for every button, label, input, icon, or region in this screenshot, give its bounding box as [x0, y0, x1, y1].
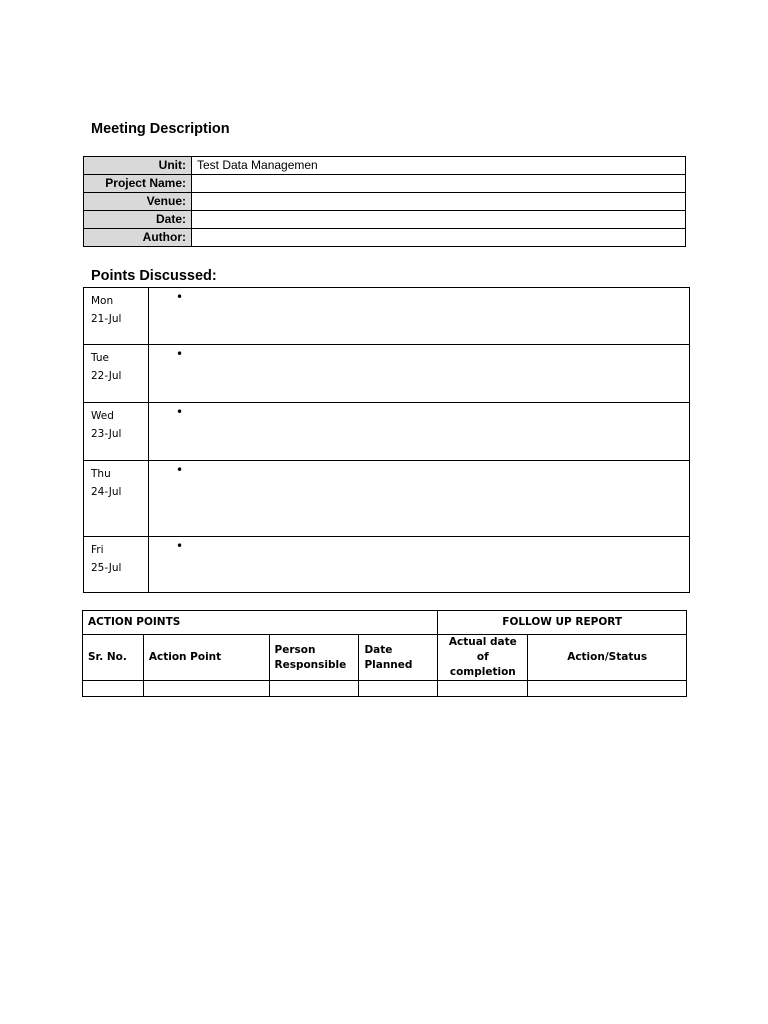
- points-discussed-title: Points Discussed:: [91, 268, 217, 284]
- weekday-label: Wed: [91, 410, 114, 422]
- day-cell: [84, 288, 149, 345]
- notes-cell[interactable]: [149, 461, 690, 537]
- date-value[interactable]: [192, 211, 686, 229]
- bullet-icon: •: [176, 463, 184, 477]
- day-cell: [84, 537, 149, 593]
- notes-cell[interactable]: [149, 403, 690, 461]
- date-label: 21-Jul: [91, 313, 122, 325]
- meeting-row-author: [84, 229, 686, 247]
- table-cell[interactable]: [359, 681, 438, 697]
- table-row: [83, 681, 687, 697]
- unit-value[interactable]: Test Data Managemen: [192, 157, 686, 175]
- action-column-header-row: [83, 635, 687, 681]
- column-header-action-point: Action Point: [143, 635, 269, 681]
- points-row-fri: [84, 537, 690, 593]
- meeting-details-table: [83, 156, 686, 247]
- column-header-sr-no: Sr. No.: [83, 635, 144, 681]
- author-value[interactable]: [192, 229, 686, 247]
- venue-label: Venue:: [84, 193, 192, 211]
- day-cell: [84, 461, 149, 537]
- notes-cell[interactable]: [149, 537, 690, 593]
- meeting-row-date: [84, 211, 686, 229]
- action-points-heading: ACTION POINTS: [83, 611, 438, 635]
- action-points-table: [82, 610, 687, 697]
- date-label: 22-Jul: [91, 370, 122, 382]
- unit-label: Unit:: [84, 157, 192, 175]
- action-section-row: [83, 611, 687, 635]
- meeting-row-unit: [84, 157, 686, 175]
- points-row-thu: [84, 461, 690, 537]
- table-cell[interactable]: [269, 681, 359, 697]
- date-label: 24-Jul: [91, 486, 122, 498]
- bullet-icon: •: [176, 347, 184, 361]
- bullet-icon: •: [176, 405, 184, 419]
- column-header-date-planned: Date Planned: [359, 635, 438, 681]
- points-row-wed: [84, 403, 690, 461]
- table-cell[interactable]: [83, 681, 144, 697]
- weekday-label: Thu: [91, 468, 111, 480]
- bullet-icon: •: [176, 290, 184, 304]
- date-label: Date:: [84, 211, 192, 229]
- day-cell: [84, 403, 149, 461]
- date-label: 25-Jul: [91, 562, 122, 574]
- column-header-person-responsible: Person Responsible: [269, 635, 359, 681]
- column-header-action-status: Action/Status: [528, 635, 687, 681]
- table-cell[interactable]: [438, 681, 528, 697]
- author-label: Author:: [84, 229, 192, 247]
- meeting-description-title: Meeting Description: [91, 121, 230, 137]
- weekday-label: Tue: [91, 352, 109, 364]
- meeting-row-project-name: [84, 175, 686, 193]
- project-name-value[interactable]: [192, 175, 686, 193]
- points-row-mon: [84, 288, 690, 345]
- column-header-actual-date: Actual date of completion: [438, 635, 528, 681]
- points-discussed-table: [83, 287, 690, 593]
- table-cell[interactable]: [528, 681, 687, 697]
- day-cell: [84, 345, 149, 403]
- project-name-label: Project Name:: [84, 175, 192, 193]
- notes-cell[interactable]: [149, 345, 690, 403]
- weekday-label: Mon: [91, 295, 114, 307]
- weekday-label: Fri: [91, 544, 104, 556]
- follow-up-report-heading: FOLLOW UP REPORT: [438, 611, 687, 635]
- notes-cell[interactable]: [149, 288, 690, 345]
- points-row-tue: [84, 345, 690, 403]
- meeting-row-venue: [84, 193, 686, 211]
- table-cell[interactable]: [143, 681, 269, 697]
- venue-value[interactable]: [192, 193, 686, 211]
- date-label: 23-Jul: [91, 428, 122, 440]
- bullet-icon: •: [176, 539, 184, 553]
